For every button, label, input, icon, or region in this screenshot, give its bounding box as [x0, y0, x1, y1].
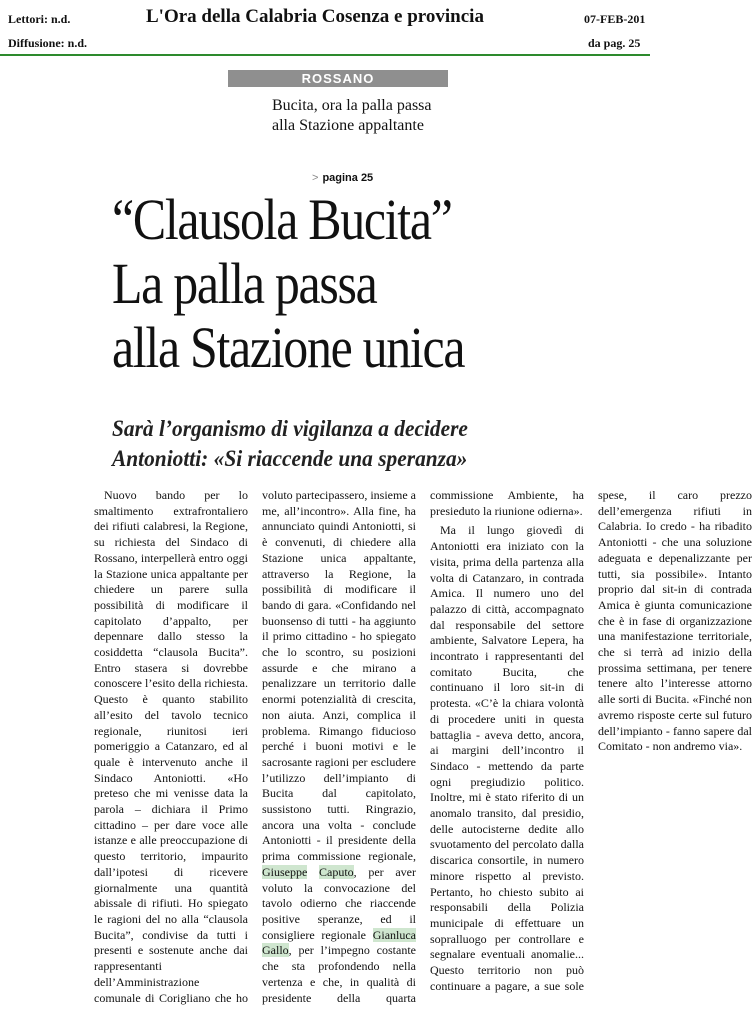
body-text: , per aver voluto la convocazione del tavolo odierno che riaccende positive speranze, ed il consigliere regionale: [262, 864, 416, 942]
headline-line-2: La palla passa: [112, 251, 377, 316]
body-text: , per l’impegno costante che sta profondendo nella vertenza e che, in qualità di presidente della quarta commissione Ambiente, ha presieduto la riunione odierna».: [262, 488, 584, 1005]
lettori-label: Lettori: n.d.: [8, 12, 71, 26]
page-pointer-label: pagina 25: [322, 172, 374, 184]
subhead-line-1: Sarà l’organismo di vigilanza a decidere: [112, 416, 468, 441]
article-body: [94, 488, 752, 1010]
highlighted-name: Giuseppe: [262, 864, 308, 879]
section-label: ROSSANO: [228, 70, 448, 87]
headline: [112, 188, 568, 380]
subhead-line-2: Antoniotti: «Si riaccende una speranza»: [112, 446, 468, 471]
subheadline: [112, 414, 605, 474]
body-text: Nuovo bando per lo smaltimento extrafrontaliero dei rifiuti calabresi, la Regione, su richiesta del Sindaco di Rossano, interpellerà entro oggi la Stazione unica appaltante per chiedere un parere sulla possibilità di modificare il capitolato d’appalto, per depennare dallo stesso la cosiddetta “clausola Bucita”. Entro stasera si dovrebbe conoscere l’esito della richiesta. Questo è quanto stabilito all’esito del tavolo tecnico regionale, riunitosi ieri pomeriggio a Catanzaro, ed al quale è intervenuto anche il Sindaco Antoniotti. «Ho preteso che mi venisse data la parola – dichiara il Primo cittadino – per dare voce alle istanze e alle preoccupazione di questo territorio, impaurito dall’ipotesi di ricevere giornalmente una quantità abissale di rifiuti. Ho spiegato le ragioni del no alla “clausola Bucita”, condivise da tutti i presenti e sostenute anche dai rappresentanti dell’Amministrazione comunale di Corigliano che ho voluto partecipassero, insieme a me, all’incontro». Alla fine, ha annunciato quindi Antoniotti, si è convenuti, di chiedere alla Stazione unica appaltante, attraverso la Regione, la possibilità di modificare il bando di gara. «Confidando nel buonsenso di tutti - ha aggiunto il primo cittadino - ho spiegato che lo scontro, su posizioni assurde e che mirano a penalizzare un territorio dalle enormi potenzialità di crescita, non aiuta. Anzi, complica il problema. Rimango fiducioso perché i buoni motivi e le sacrosante ragioni per escludere l’utilizzo dell’impianto di Bucita dal capitolato, sussistono tutti. Ringrazio, ancora una volta - conclude Antoniotti - il presidente della prima commissione regionale,: [94, 488, 416, 1005]
headline-line-3: alla Stazione unica: [112, 315, 465, 380]
headline-line-1: “Clausola Bucita”: [112, 187, 452, 252]
page-pointer: [312, 172, 373, 184]
publication-date: 07-FEB-201: [584, 12, 646, 26]
body-paragraph-2: Ma il lungo giovedì di Antoniotti era iniziato con la visita, prima della partenza alla volta di Catanzaro, in contrada Amica. Il numero uno del palazzo di città, accompagnato dal responsabile del settore ambiente, Salvatore Lepera, ha incontrato i rappresentanti del comitato Bucita, che continuano il loro sit-in di protesta. «C’è la chiara volontà di procedere uniti in questa battaglia - aveva detto, ancora, ai margini dell’incontro il Sindaco - mettendo da parte ogni pregiudizio politico. Inoltre, mi è stato riferito di un anomalo transito, dal presidio, delle autocisterne dedite allo svuotamento del percolato dalla discarica consortile, in numero minore rispetto al previsto. Pertanto, ho chiesto subito ai responsabili della Polizia municipale di effettuare un sopralluogo per controllare e segnalare eventuali anomalie... Questo territorio non può continuare a pagare, a sue sole spese, il caro prezzo dell’emergenza rifiuti in Calabria. Io credo - ha ribadito Antoniotti - che una soluzione adeguata e depenalizzante per tutti, sia possibile». Intanto proprio dal sit-in di contrada Amica è giunta comunicazione che è in fase di organizzazione una manifestazione territoriale, che si terrà ad inizio della prossima settimana, per tenere tenere alto l’interesse attorno alle sorti di Bucita. «Finché non avremo risposte certe sul futuro dell’impianto - fanno sapere dal Comitato - non andremo via».: [430, 488, 752, 993]
page-reference: da pag. 25: [588, 36, 641, 50]
header-divider: [0, 54, 650, 56]
teaser-text: Bucita, ora la palla passa alla Stazione appaltante: [272, 97, 432, 134]
diffusione-label: Diffusione: n.d.: [8, 36, 88, 50]
highlighted-name: Gianluca Gallo: [262, 927, 416, 958]
chevron-right-icon: >: [312, 172, 319, 184]
highlighted-name: Caputo: [319, 864, 354, 879]
masthead-title: L'Ora della Calabria Cosenza e provincia: [146, 6, 484, 27]
